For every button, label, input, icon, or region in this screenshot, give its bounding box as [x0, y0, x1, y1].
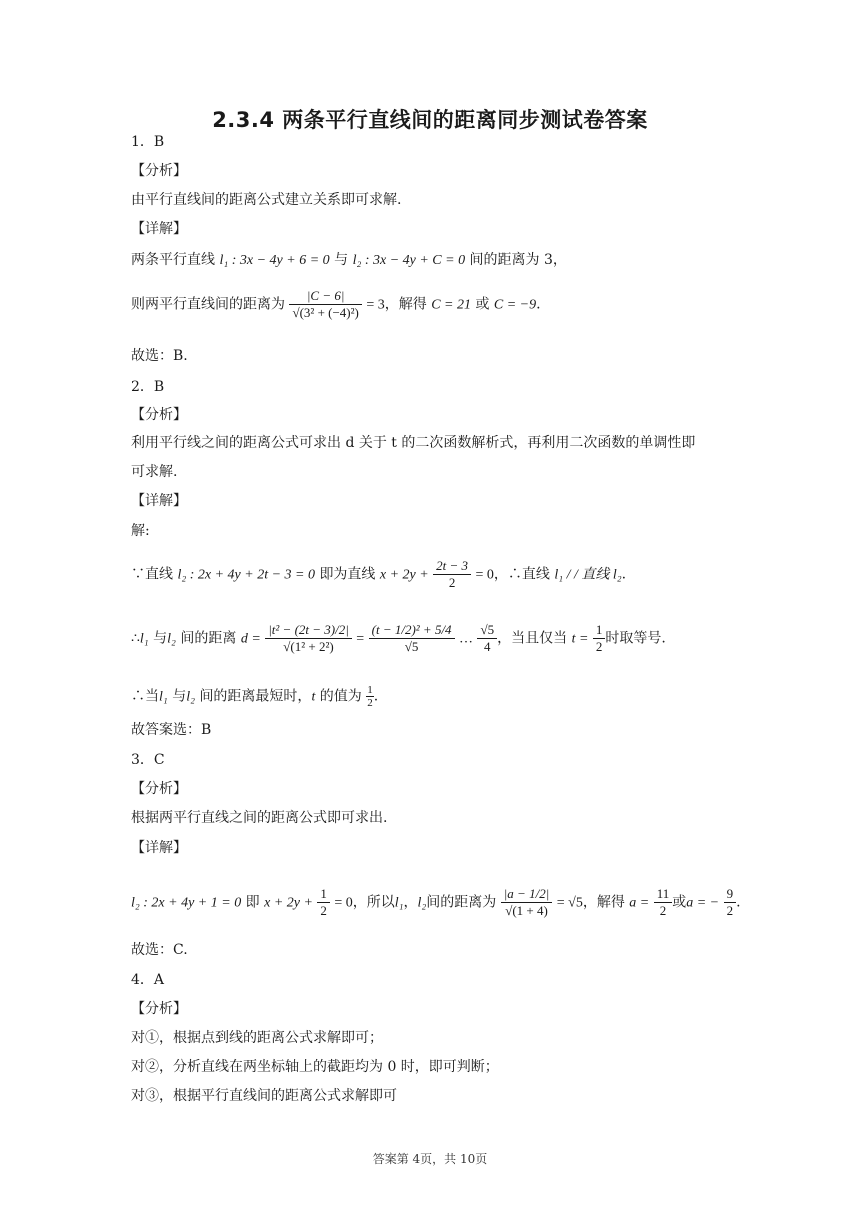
q4-line2: 对②，分析直线在两坐标轴上的截距均为 0 时，即可判断；	[131, 1059, 499, 1075]
page-title: 2.3.4 两条平行直线间的距离同步测试卷答案	[212, 108, 648, 132]
q1-detail-line1: 两条平行直线 l₁ : 3x − 4y + 6 = 0 与 l₂ : 3x − 4y + C = 0 间的距离为 3，	[131, 252, 567, 268]
q2-detail-line4: ∴l₁ 与l₂ 间的距离 d = $\frac{\text{|t² − (2t − 3)/2|}}{\text{√(1² + 2²)}}$ = $\frac{\text{(t − 1/2)² + 5/4}}{√5}$ … $\frac{√5}{4}$ ，当且仅当 t = $\frac{1}{2}$ 时取等号.	[131, 622, 666, 654]
q3-detail-line: l₂ : 2x + 4y + 1 = 0 即 x + 2y + $\frac{1}{2}$ = 0，所以l₁，l₂间的距离为 $\frac{|a - 1/2|}{√(1 + 4)}$ = √5，解得 a = $\frac{11}{2}$ 或a = − $\frac{9}{2}$ .	[131, 886, 741, 918]
q1-distance-fraction: $\frac{|C - 6|}{\text{√(3² + (−4)²)}}$	[289, 288, 361, 321]
q3-result-fraction-2: $\frac{9}{2}$	[724, 886, 737, 919]
q2-analysis-line1: 利用平行线之间的距离公式可求出 d 关于 t 的二次函数解析式，再利用二次函数的单调性即	[131, 435, 696, 451]
q1-detail-line2: 则两平行直线间的距离为 $\frac{|C - 6|}{\text{√(3² + (−4)²)}}$ = 3，解得 C = 21 或 C = −9.	[131, 288, 541, 320]
q1-number: 1．B	[131, 134, 165, 150]
q4-line1: 对①，根据点到线的距离公式求解即可；	[131, 1030, 383, 1046]
q2-t-fraction: $\frac{1}{2}$	[593, 622, 606, 655]
q2-detail-line5: ∴当l₁ 与l₂ 间的距离最短时，t 的值为 $\frac{1}{2}$ .	[131, 684, 379, 709]
q3-fraction-1: $\frac{1}{2}$	[317, 886, 330, 919]
q2-distance-fraction-1: $\frac{\text{|t² − (2t − 3)/2|}}{\text{√(1² + 2²)}}$	[265, 622, 352, 655]
q2-jie: 解:	[131, 523, 150, 539]
q2-detail-tag: 【详解】	[131, 493, 187, 509]
q2-analysis-line2: 可求解.	[131, 464, 178, 480]
q2-answer: 故答案选：B	[131, 722, 212, 738]
q1-line-l2: l₂ : 3x − 4y + C = 0	[352, 253, 466, 268]
q3-answer: 故选：C.	[131, 942, 188, 958]
q1-analysis: 由平行直线间的距离公式建立关系即可求解.	[131, 192, 402, 208]
q2-distance-fraction-2: $\frac{\text{(t − 1/2)² + 5/4}}{√5}$	[369, 622, 455, 655]
q2-distance-fraction-3: $\frac{√5}{4}$	[477, 622, 497, 655]
q4-analysis-tag: 【分析】	[131, 1001, 187, 1017]
q3-number: 3．C	[131, 752, 165, 768]
q3-result-fraction-1: $\frac{11}{2}$	[654, 886, 673, 919]
q3-analysis-tag: 【分析】	[131, 781, 187, 797]
q2-line3-fraction: $\frac{2t - 3}{2}$	[433, 558, 471, 591]
q2-detail-line3: ∵直线 l₂ : 2x + 4y + 2t − 3 = 0 即为直线 x + 2y + $\frac{2t - 3}{2}$ = 0，∴直线 l₁ / / 直线 l₂.	[131, 558, 627, 590]
q2-number: 2．B	[131, 379, 165, 395]
q1-line-l1: l₁ : 3x − 4y + 6 = 0	[219, 253, 330, 268]
page-footer: 答案第 4页，共 10页	[372, 1152, 488, 1166]
q1-answer: 故选：B.	[131, 348, 188, 364]
q1-detail-tag: 【详解】	[131, 221, 187, 237]
q1-analysis-tag: 【分析】	[131, 163, 187, 179]
q2-result-fraction: $\frac{1}{2}$	[367, 684, 373, 709]
q4-line3: 对③，根据平行直线间的距离公式求解即可	[131, 1088, 397, 1104]
q3-detail-tag: 【详解】	[131, 840, 187, 856]
q3-distance-fraction: $\frac{|a - 1/2|}{√(1 + 4)}$	[501, 886, 553, 919]
q4-number: 4．A	[131, 972, 165, 988]
q2-analysis-tag: 【分析】	[131, 407, 187, 423]
q3-analysis: 根据两平行直线之间的距离公式即可求出.	[131, 810, 388, 826]
